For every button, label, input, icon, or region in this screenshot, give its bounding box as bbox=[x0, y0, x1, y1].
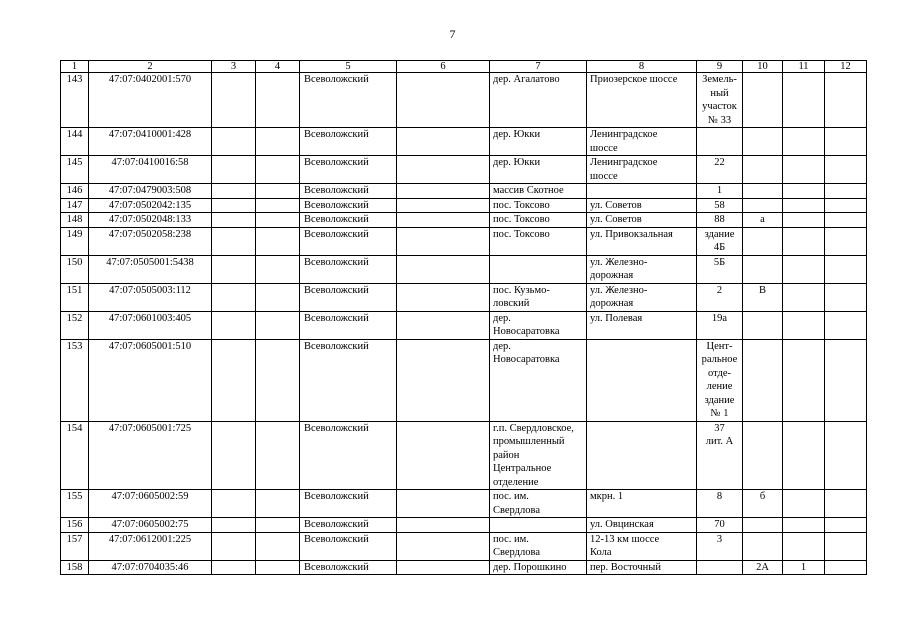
cell-col-5: Всеволожский bbox=[300, 73, 397, 128]
cell-col-7: пос. Токсово bbox=[490, 213, 587, 228]
cell-col-2: 47:07:0605002:75 bbox=[89, 518, 212, 533]
table-row bbox=[61, 227, 867, 255]
cell-col-6 bbox=[397, 73, 490, 128]
cell-col-11 bbox=[783, 490, 825, 518]
cell-col-11: 1 bbox=[783, 560, 825, 575]
cell-col-10: 2А bbox=[743, 560, 783, 575]
cell-col-5: Всеволожский bbox=[300, 156, 397, 184]
cell-col-10 bbox=[743, 532, 783, 560]
cell-col-4 bbox=[256, 421, 300, 490]
cell-col-10 bbox=[743, 156, 783, 184]
table-row bbox=[61, 213, 867, 228]
column-header-4: 4 bbox=[256, 61, 300, 73]
cell-col-1: 147 bbox=[61, 198, 89, 213]
table-row bbox=[61, 490, 867, 518]
cell-col-1: 145 bbox=[61, 156, 89, 184]
cell-col-7: дер. Юкки bbox=[490, 156, 587, 184]
cell-col-4 bbox=[256, 518, 300, 533]
cell-col-2: 47:07:0505003:112 bbox=[89, 283, 212, 311]
cell-col-7: пос. Токсово bbox=[490, 198, 587, 213]
cell-col-8: Ленинградское шоссе bbox=[587, 156, 697, 184]
cell-col-1: 149 bbox=[61, 227, 89, 255]
cell-col-8: ул. Овцинская bbox=[587, 518, 697, 533]
cell-col-5: Всеволожский bbox=[300, 490, 397, 518]
cell-col-10: а bbox=[743, 213, 783, 228]
cell-col-9: 2 bbox=[697, 283, 743, 311]
cell-col-2: 47:07:0605001:725 bbox=[89, 421, 212, 490]
cell-col-6 bbox=[397, 184, 490, 199]
column-number-row bbox=[61, 61, 867, 73]
cell-col-4 bbox=[256, 227, 300, 255]
table-row bbox=[61, 532, 867, 560]
cell-col-9 bbox=[697, 128, 743, 156]
cell-col-11 bbox=[783, 532, 825, 560]
cell-col-6 bbox=[397, 311, 490, 339]
cell-col-4 bbox=[256, 184, 300, 199]
cell-col-6 bbox=[397, 198, 490, 213]
cell-col-6 bbox=[397, 560, 490, 575]
cell-col-12 bbox=[825, 227, 867, 255]
cell-col-3 bbox=[212, 311, 256, 339]
cell-col-9: Цент- ральное отде- ление здание № 1 bbox=[697, 339, 743, 421]
cell-col-6 bbox=[397, 255, 490, 283]
cell-col-11 bbox=[783, 213, 825, 228]
table-row bbox=[61, 156, 867, 184]
column-header-8: 8 bbox=[587, 61, 697, 73]
cell-col-1: 157 bbox=[61, 532, 89, 560]
cell-col-8: ул. Полевая bbox=[587, 311, 697, 339]
cell-col-2: 47:07:0505001:5438 bbox=[89, 255, 212, 283]
cell-col-12 bbox=[825, 339, 867, 421]
cell-col-9: 3 bbox=[697, 532, 743, 560]
cell-col-9: 5Б bbox=[697, 255, 743, 283]
cell-col-9: Земель- ный участок № 33 bbox=[697, 73, 743, 128]
cell-col-9: 22 bbox=[697, 156, 743, 184]
cell-col-11 bbox=[783, 339, 825, 421]
cell-col-2: 47:07:0410016:58 bbox=[89, 156, 212, 184]
table-row bbox=[61, 255, 867, 283]
cell-col-9: 1 bbox=[697, 184, 743, 199]
cell-col-5: Всеволожский bbox=[300, 421, 397, 490]
cell-col-3 bbox=[212, 128, 256, 156]
cell-col-1: 152 bbox=[61, 311, 89, 339]
cell-col-11 bbox=[783, 156, 825, 184]
cell-col-4 bbox=[256, 156, 300, 184]
cell-col-2: 47:07:0402001:570 bbox=[89, 73, 212, 128]
cell-col-1: 143 bbox=[61, 73, 89, 128]
table-row bbox=[61, 311, 867, 339]
cell-col-4 bbox=[256, 128, 300, 156]
cell-col-8: пер. Восточный bbox=[587, 560, 697, 575]
cell-col-12 bbox=[825, 421, 867, 490]
cell-col-3 bbox=[212, 490, 256, 518]
cell-col-8: 12-13 км шоссе Кола bbox=[587, 532, 697, 560]
cell-col-7: пос. Кузьмо- ловский bbox=[490, 283, 587, 311]
table-row bbox=[61, 73, 867, 128]
cell-col-4 bbox=[256, 73, 300, 128]
cell-col-9: 19а bbox=[697, 311, 743, 339]
cell-col-11 bbox=[783, 73, 825, 128]
cell-col-7: пос. Токсово bbox=[490, 227, 587, 255]
cell-col-1: 148 bbox=[61, 213, 89, 228]
cell-col-5: Всеволожский bbox=[300, 255, 397, 283]
table-row bbox=[61, 560, 867, 575]
cell-col-2: 47:07:0502058:238 bbox=[89, 227, 212, 255]
cell-col-6 bbox=[397, 532, 490, 560]
cell-col-6 bbox=[397, 490, 490, 518]
cell-col-5: Всеволожский bbox=[300, 227, 397, 255]
cell-col-12 bbox=[825, 255, 867, 283]
cell-col-9: 70 bbox=[697, 518, 743, 533]
cell-col-6 bbox=[397, 213, 490, 228]
cell-col-7: дер. Агалатово bbox=[490, 73, 587, 128]
cell-col-5: Всеволожский bbox=[300, 518, 397, 533]
cell-col-10: б bbox=[743, 490, 783, 518]
cell-col-5: Всеволожский bbox=[300, 128, 397, 156]
cell-col-11 bbox=[783, 227, 825, 255]
cell-col-7 bbox=[490, 255, 587, 283]
cell-col-8: ул. Железно- дорожная bbox=[587, 255, 697, 283]
cell-col-10 bbox=[743, 255, 783, 283]
cell-col-1: 158 bbox=[61, 560, 89, 575]
cell-col-9: 8 bbox=[697, 490, 743, 518]
cell-col-2: 47:07:0479003:508 bbox=[89, 184, 212, 199]
cell-col-3 bbox=[212, 283, 256, 311]
cell-col-7: дер. Новосаратовка bbox=[490, 339, 587, 421]
cell-col-12 bbox=[825, 560, 867, 575]
column-header-7: 7 bbox=[490, 61, 587, 73]
cell-col-6 bbox=[397, 128, 490, 156]
cell-col-8: мкрн. 1 bbox=[587, 490, 697, 518]
cell-col-10 bbox=[743, 184, 783, 199]
cell-col-6 bbox=[397, 421, 490, 490]
cell-col-6 bbox=[397, 518, 490, 533]
cell-col-6 bbox=[397, 339, 490, 421]
cell-col-4 bbox=[256, 311, 300, 339]
cell-col-5: Всеволожский bbox=[300, 283, 397, 311]
cell-col-3 bbox=[212, 227, 256, 255]
cell-col-7: дер. Юкки bbox=[490, 128, 587, 156]
cell-col-12 bbox=[825, 311, 867, 339]
table-row bbox=[61, 339, 867, 421]
cell-col-1: 144 bbox=[61, 128, 89, 156]
cell-col-5: Всеволожский bbox=[300, 184, 397, 199]
cell-col-11 bbox=[783, 518, 825, 533]
cell-col-8 bbox=[587, 421, 697, 490]
cell-col-4 bbox=[256, 213, 300, 228]
cell-col-5: Всеволожский bbox=[300, 339, 397, 421]
cell-col-12 bbox=[825, 128, 867, 156]
cell-col-12 bbox=[825, 213, 867, 228]
cell-col-2: 47:07:0410001:428 bbox=[89, 128, 212, 156]
cell-col-4 bbox=[256, 490, 300, 518]
cell-col-8: ул. Привокзальная bbox=[587, 227, 697, 255]
cell-col-3 bbox=[212, 255, 256, 283]
cell-col-3 bbox=[212, 213, 256, 228]
cell-col-12 bbox=[825, 198, 867, 213]
cell-col-12 bbox=[825, 283, 867, 311]
cell-col-9: здание 4Б bbox=[697, 227, 743, 255]
page-number: 7 bbox=[449, 27, 456, 41]
cell-col-3 bbox=[212, 532, 256, 560]
cell-col-10 bbox=[743, 227, 783, 255]
cell-col-10 bbox=[743, 198, 783, 213]
cell-col-12 bbox=[825, 518, 867, 533]
cell-col-1: 156 bbox=[61, 518, 89, 533]
cell-col-1: 150 bbox=[61, 255, 89, 283]
cell-col-3 bbox=[212, 156, 256, 184]
cell-col-7: пос. им. Свердлова bbox=[490, 490, 587, 518]
column-header-12: 12 bbox=[825, 61, 867, 73]
table-row bbox=[61, 518, 867, 533]
cell-col-7: дер. Порошкино bbox=[490, 560, 587, 575]
cell-col-9: 37 лит. А bbox=[697, 421, 743, 490]
cell-col-6 bbox=[397, 156, 490, 184]
column-header-9: 9 bbox=[697, 61, 743, 73]
cell-col-11 bbox=[783, 255, 825, 283]
cell-col-8 bbox=[587, 184, 697, 199]
cell-col-6 bbox=[397, 227, 490, 255]
cell-col-3 bbox=[212, 184, 256, 199]
cell-col-5: Всеволожский bbox=[300, 213, 397, 228]
cell-col-4 bbox=[256, 532, 300, 560]
column-header-2: 2 bbox=[89, 61, 212, 73]
column-header-11: 11 bbox=[783, 61, 825, 73]
cell-col-3 bbox=[212, 560, 256, 575]
column-header-6: 6 bbox=[397, 61, 490, 73]
cell-col-4 bbox=[256, 560, 300, 575]
cell-col-2: 47:07:0601003:405 bbox=[89, 311, 212, 339]
cell-col-6 bbox=[397, 283, 490, 311]
column-header-1: 1 bbox=[61, 61, 89, 73]
cell-col-4 bbox=[256, 339, 300, 421]
cell-col-4 bbox=[256, 198, 300, 213]
cell-col-10 bbox=[743, 421, 783, 490]
cell-col-5: Всеволожский bbox=[300, 532, 397, 560]
cell-col-3 bbox=[212, 73, 256, 128]
cell-col-2: 47:07:0612001:225 bbox=[89, 532, 212, 560]
cell-col-1: 153 bbox=[61, 339, 89, 421]
cell-col-8 bbox=[587, 339, 697, 421]
cell-col-12 bbox=[825, 532, 867, 560]
cell-col-10 bbox=[743, 73, 783, 128]
cell-col-3 bbox=[212, 518, 256, 533]
cell-col-5: Всеволожский bbox=[300, 198, 397, 213]
cell-col-8: Ленинградское шоссе bbox=[587, 128, 697, 156]
cell-col-2: 47:07:0704035:46 bbox=[89, 560, 212, 575]
cell-col-2: 47:07:0502048:133 bbox=[89, 213, 212, 228]
cell-col-4 bbox=[256, 255, 300, 283]
cell-col-1: 146 bbox=[61, 184, 89, 199]
cell-col-9: 58 bbox=[697, 198, 743, 213]
cell-col-10 bbox=[743, 128, 783, 156]
cell-col-8: ул. Советов bbox=[587, 213, 697, 228]
cell-col-10: В bbox=[743, 283, 783, 311]
cell-col-3 bbox=[212, 339, 256, 421]
cell-col-11 bbox=[783, 421, 825, 490]
cell-col-11 bbox=[783, 128, 825, 156]
cell-col-3 bbox=[212, 198, 256, 213]
cell-col-9: 88 bbox=[697, 213, 743, 228]
cell-col-9 bbox=[697, 560, 743, 575]
table-row bbox=[61, 198, 867, 213]
cell-col-1: 154 bbox=[61, 421, 89, 490]
cell-col-8: ул. Железно- дорожная bbox=[587, 283, 697, 311]
cell-col-2: 47:07:0605001:510 bbox=[89, 339, 212, 421]
cell-col-4 bbox=[256, 283, 300, 311]
cell-col-2: 47:07:0502042:135 bbox=[89, 198, 212, 213]
cell-col-10 bbox=[743, 339, 783, 421]
table-row bbox=[61, 184, 867, 199]
cell-col-7: пос. им. Свердлова bbox=[490, 532, 587, 560]
cell-col-7: г.п. Свердловское, промышленный район Центральное отделение bbox=[490, 421, 587, 490]
cell-col-12 bbox=[825, 184, 867, 199]
cell-col-2: 47:07:0605002:59 bbox=[89, 490, 212, 518]
cell-col-12 bbox=[825, 490, 867, 518]
cell-col-8: ул. Советов bbox=[587, 198, 697, 213]
table-row bbox=[61, 421, 867, 490]
table-body bbox=[61, 73, 867, 575]
cell-col-12 bbox=[825, 156, 867, 184]
cell-col-11 bbox=[783, 311, 825, 339]
table-row bbox=[61, 283, 867, 311]
cell-col-5: Всеволожский bbox=[300, 560, 397, 575]
cell-col-3 bbox=[212, 421, 256, 490]
cell-col-11 bbox=[783, 283, 825, 311]
registry-table bbox=[60, 60, 867, 575]
cell-col-7: дер. Новосаратовка bbox=[490, 311, 587, 339]
column-header-3: 3 bbox=[212, 61, 256, 73]
cell-col-12 bbox=[825, 73, 867, 128]
cell-col-11 bbox=[783, 198, 825, 213]
cell-col-11 bbox=[783, 184, 825, 199]
cell-col-7 bbox=[490, 518, 587, 533]
table-row bbox=[61, 128, 867, 156]
cell-col-5: Всеволожский bbox=[300, 311, 397, 339]
cell-col-1: 155 bbox=[61, 490, 89, 518]
cell-col-10 bbox=[743, 518, 783, 533]
column-header-10: 10 bbox=[743, 61, 783, 73]
column-header-5: 5 bbox=[300, 61, 397, 73]
cell-col-10 bbox=[743, 311, 783, 339]
cell-col-7: массив Скотное bbox=[490, 184, 587, 199]
cell-col-8: Приозерское шоссе bbox=[587, 73, 697, 128]
cell-col-1: 151 bbox=[61, 283, 89, 311]
